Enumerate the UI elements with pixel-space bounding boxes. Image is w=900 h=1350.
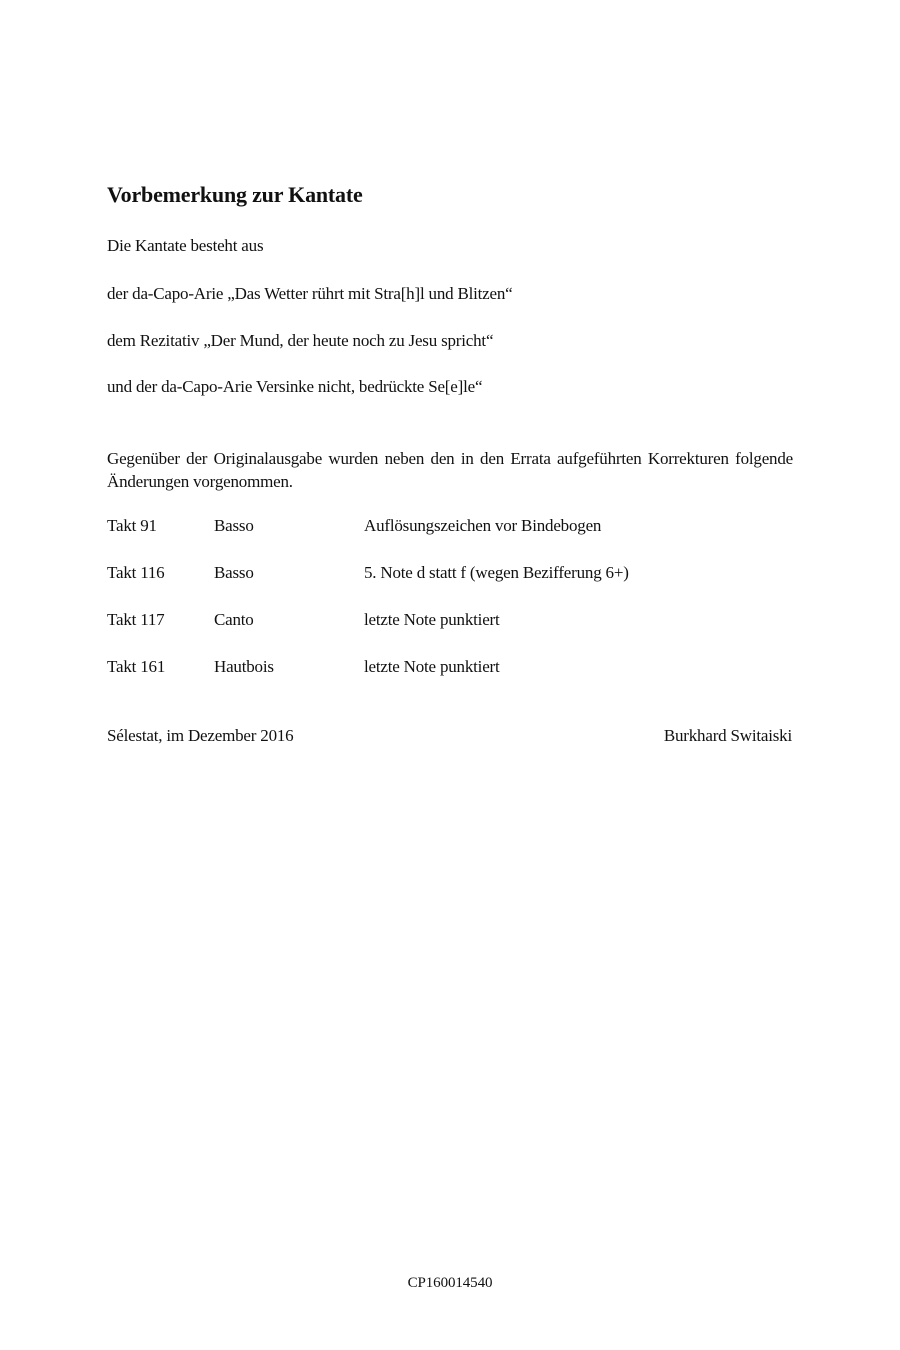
changes-row [107,610,793,657]
place-date: Sélestat, im Dezember 2016 [107,726,294,745]
page-title: Vorbemerkung zur Kantate [107,182,363,207]
bar-number: Takt 117 [107,610,165,629]
movement-aria-2: und der da-Capo-Arie Versinke nicht, bedrückte Se[e]le“ [107,377,483,396]
changes-row [107,563,793,610]
voice-part: Canto [214,610,254,629]
voice-part: Basso [214,516,254,535]
changes-paragraph: Gegenüber der Originalausgabe wurden neben den in den Errata aufgeführten Korrekturen folgende Änderungen vorgenommen. [107,449,793,491]
change-description: letzte Note punktiert [364,610,500,629]
change-description: letzte Note punktiert [364,657,500,676]
intro-text: Die Kantate besteht aus [107,236,264,255]
change-description: Auflösungszeichen vor Bindebogen [364,516,602,535]
change-description: 5. Note d statt f (wegen Bezifferung 6+) [364,563,629,582]
bar-number: Takt 91 [107,516,157,535]
changes-table [107,516,793,704]
author-name: Burkhard Switaiski [663,726,792,745]
movement-recitative: dem Rezitativ „Der Mund, der heute noch zu Jesu spricht“ [107,331,494,350]
catalog-code: CP160014540 [407,1275,493,1291]
bar-number: Takt 116 [107,563,165,582]
movement-aria-1: der da-Capo-Arie „Das Wetter rührt mit Stra[h]l und Blitzen“ [107,284,513,303]
changes-row [107,657,793,704]
bar-number: Takt 161 [107,657,166,676]
voice-part: Hautbois [214,657,274,676]
voice-part: Basso [214,563,254,582]
changes-row [107,516,793,563]
